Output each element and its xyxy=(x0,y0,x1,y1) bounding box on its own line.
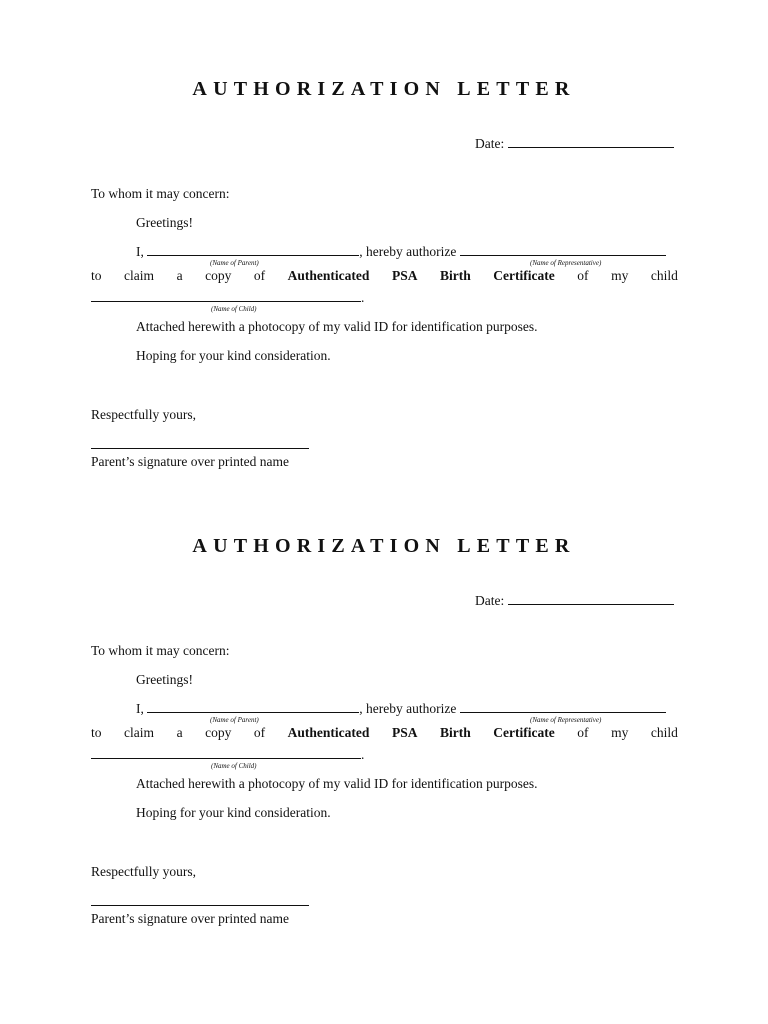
body-line-1 xyxy=(136,244,679,260)
date-label: Date: xyxy=(475,136,505,151)
word: of xyxy=(577,268,589,283)
caption-child: (Name of Child) xyxy=(211,305,257,313)
date-blank[interactable] xyxy=(508,146,674,148)
attached-note: Attached herewith a photocopy of my valid ID for identification purposes. xyxy=(136,776,538,791)
word: to xyxy=(91,268,102,283)
authorization-letter xyxy=(0,0,768,500)
authorization-letter xyxy=(0,457,768,957)
signature-line[interactable] xyxy=(91,448,309,449)
signature-line[interactable] xyxy=(91,905,309,906)
signature-caption: Parent’s signature over printed name xyxy=(91,454,289,469)
word: of xyxy=(253,725,266,740)
word: copy xyxy=(205,725,232,740)
body-i: I, xyxy=(136,244,144,259)
child-name-blank[interactable] xyxy=(91,300,361,302)
word: my xyxy=(611,725,629,740)
caption-parent: (Name of Parent) xyxy=(210,259,259,267)
hoping-note: Hoping for your kind consideration. xyxy=(136,348,331,363)
letter-title: AUTHORIZATION LETTER xyxy=(192,535,576,557)
word-bold: Birth xyxy=(440,725,471,740)
word: copy xyxy=(205,268,232,283)
period: . xyxy=(361,290,365,305)
period: . xyxy=(361,747,365,762)
representative-name-blank[interactable] xyxy=(460,711,666,713)
word: child xyxy=(650,725,678,740)
body-line-2 xyxy=(91,725,678,741)
caption-parent: (Name of Parent) xyxy=(210,716,259,724)
closing: Respectfully yours, xyxy=(91,864,196,879)
word: my xyxy=(611,268,629,283)
closing: Respectfully yours, xyxy=(91,407,196,422)
word-bold: Birth xyxy=(440,268,471,283)
word: claim xyxy=(124,725,155,740)
child-name-blank[interactable] xyxy=(91,757,361,759)
parent-name-blank[interactable] xyxy=(147,254,359,256)
salutation: To whom it may concern: xyxy=(91,643,230,658)
word: of xyxy=(577,725,589,740)
word: child xyxy=(650,268,678,283)
caption-representative: (Name of Representative) xyxy=(530,716,602,724)
signature-caption: Parent’s signature over printed name xyxy=(91,911,289,926)
body-line-2 xyxy=(91,268,678,284)
parent-name-blank[interactable] xyxy=(147,711,359,713)
word-bold: Certificate xyxy=(493,268,555,283)
word: to xyxy=(91,725,102,740)
date-field xyxy=(475,136,674,152)
hereby-authorize-text: , hereby authorize xyxy=(359,244,457,259)
representative-name-blank[interactable] xyxy=(460,254,666,256)
body-line-3 xyxy=(91,290,364,306)
date-blank[interactable] xyxy=(508,603,674,605)
word-bold: PSA xyxy=(391,725,418,740)
body-line-1 xyxy=(136,701,679,717)
word-bold: Authenticated xyxy=(287,268,370,283)
word: claim xyxy=(124,268,155,283)
hereby-authorize-text: , hereby authorize xyxy=(359,701,457,716)
body-i: I, xyxy=(136,701,144,716)
word-bold: Certificate xyxy=(493,725,555,740)
date-field xyxy=(475,593,674,609)
attached-note: Attached herewith a photocopy of my valid ID for identification purposes. xyxy=(136,319,538,334)
greeting: Greetings! xyxy=(136,215,193,230)
greeting: Greetings! xyxy=(136,672,193,687)
word: a xyxy=(176,725,183,740)
caption-child: (Name of Child) xyxy=(211,762,257,770)
salutation: To whom it may concern: xyxy=(91,186,230,201)
letter-title: AUTHORIZATION LETTER xyxy=(192,78,576,100)
word-bold: PSA xyxy=(391,268,418,283)
hoping-note: Hoping for your kind consideration. xyxy=(136,805,331,820)
body-line-3 xyxy=(91,747,364,763)
date-label: Date: xyxy=(475,593,505,608)
caption-representative: (Name of Representative) xyxy=(530,259,602,267)
word: a xyxy=(176,268,183,283)
word: of xyxy=(253,268,266,283)
word-bold: Authenticated xyxy=(287,725,370,740)
